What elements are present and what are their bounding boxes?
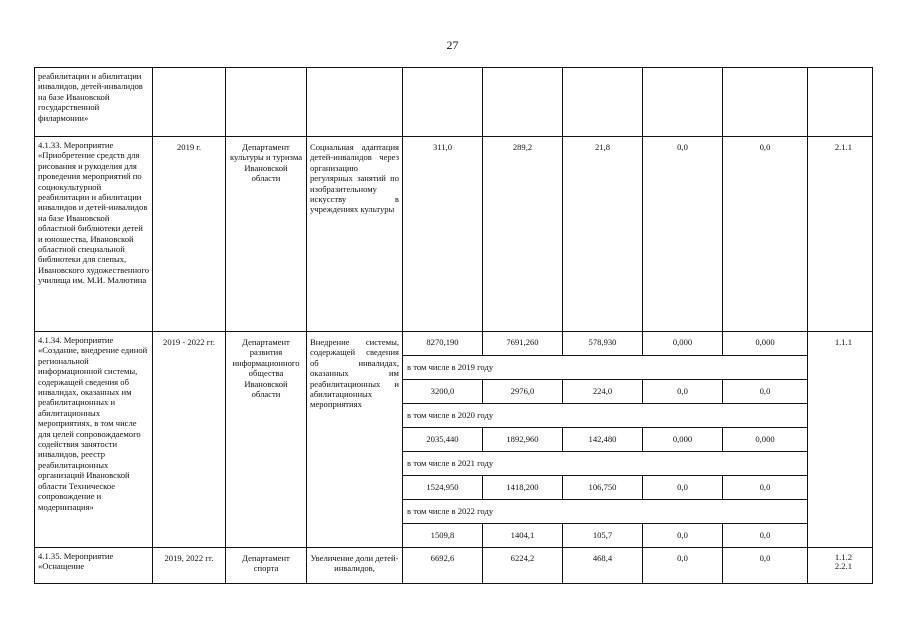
funding-col1: 6224,2 (483, 548, 563, 584)
funding-total: 2035,440 (403, 428, 483, 452)
funding-total: 311,0 (403, 137, 483, 332)
funding-col1: 1404,1 (483, 524, 563, 548)
table-row-4-1-35 (35, 548, 873, 584)
measure-result: Внедрение системы, содержащей сведения об инвалидах, оказанных им реабилитационных и абилитационных мероприятиях (307, 332, 403, 548)
funding-col4: 0,000 (723, 332, 808, 356)
funding-total: 1524,950 (403, 476, 483, 500)
funding-col3: 0,0 (643, 137, 723, 332)
measure-name: 4.1.34. Мероприятие «Создание, внедрение единой региональной информационной системы, содержащей сведения об инвалидах, оказанных им реабилитационных и абилитационных мероприятиях, в том числе для целей сопровождаемого содействия занятости инвалидов, реестр реабилитационных организаций Ивановской области Техническое сопровождение и модернизация» (35, 332, 153, 548)
funding-col1: 7691,260 (483, 332, 563, 356)
funding-total: 8270,190 (403, 332, 483, 356)
funding-col4: 0,0 (723, 524, 808, 548)
measure-name: 4.1.33. Мероприятие «Приобретение средств для рисования и рукоделия для проведения мероприятий по социокультурной реабилитации и абилитации инвалидов и детей-инвалидов на базе Ивановской областной библиотеки детей и юношества, Ивановской областной специальной библиотеки для слепых, Ивановского художественного училища им. М.И. Малютина (35, 137, 153, 332)
measure-name: реабилитации и абилитации инвалидов, детей-инвалидов на базе Ивановской государственной филармонии» (35, 68, 153, 137)
funding-col2: 224,0 (563, 380, 643, 404)
program-measures-table (34, 67, 873, 584)
measure-executor: Департамент спорта (226, 548, 307, 584)
funding-col2: 106,750 (563, 476, 643, 500)
year-label: в том числе в 2022 году (403, 500, 808, 524)
funding-col4: 0,0 (723, 380, 808, 404)
funding-col1: 1892,960 (483, 428, 563, 452)
measure-executor: Департамент культуры и туризма Ивановской области (226, 137, 307, 332)
funding-total: 1509,8 (403, 524, 483, 548)
funding-col3: 0,0 (643, 476, 723, 500)
table-row-4-1-33 (35, 137, 873, 332)
funding-col4: 0,0 (723, 137, 808, 332)
funding-col4: 0,000 (723, 428, 808, 452)
funding-col2: 468,4 (563, 548, 643, 584)
funding-col2: 105,7 (563, 524, 643, 548)
measure-executor: Департамент развития информационного общества Ивановской области (226, 332, 307, 548)
page-number: 27 (446, 38, 459, 52)
funding-col2: 21,8 (563, 137, 643, 332)
funding-col1: 1418,200 (483, 476, 563, 500)
year-label: в том числе в 2020 году (403, 404, 808, 428)
funding-col2: 142,480 (563, 428, 643, 452)
table-row-4-1-34 (35, 332, 873, 356)
target-indicator-code: 2.1.1 (808, 137, 873, 332)
funding-col3: 0,0 (643, 380, 723, 404)
funding-col1: 2976,0 (483, 380, 563, 404)
funding-col3: 0,0 (643, 524, 723, 548)
table-row-continued (35, 68, 873, 137)
measure-result: Социальная адаптация детей-инвалидов через организацию регулярных занятий по изобразительному искусству в учреждениях культуры (307, 137, 403, 332)
year-label: в том числе в 2019 году (403, 356, 808, 380)
year-label: в том числе в 2021 году (403, 452, 808, 476)
funding-col3: 0,000 (643, 332, 723, 356)
funding-col4: 0,0 (723, 476, 808, 500)
funding-col1: 289,2 (483, 137, 563, 332)
target-indicator-code: 1.1.1 (808, 332, 873, 548)
measure-period: 2019, 2022 гг. (153, 548, 226, 584)
funding-col2: 578,930 (563, 332, 643, 356)
funding-col3: 0,0 (643, 548, 723, 584)
funding-total: 6692,6 (403, 548, 483, 584)
funding-col3: 0,000 (643, 428, 723, 452)
funding-total: 3200,0 (403, 380, 483, 404)
measure-result: Увеличение доли детей-инвалидов, (307, 548, 403, 584)
target-indicator-code: 1.1.2 2.2.1 (808, 548, 873, 584)
measure-period: 2019 г. (153, 137, 226, 332)
measure-name: 4.1.35. Мероприятие «Оснащение (35, 548, 153, 584)
funding-col4: 0,0 (723, 548, 808, 584)
measure-period: 2019 - 2022 гг. (153, 332, 226, 548)
